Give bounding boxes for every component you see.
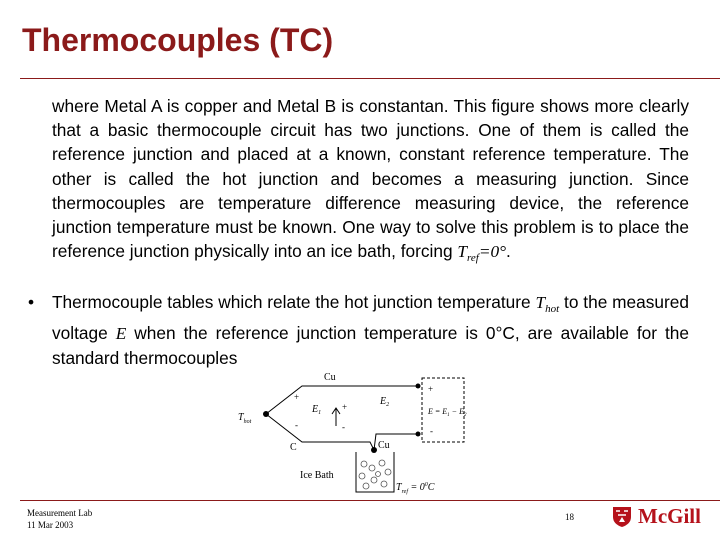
label-e1: $E_1$ [312,404,322,416]
c-wire [266,414,374,450]
paragraph-text: where Metal A is copper and Metal B is constantan. This figure shows more clearly that a basic thermocouple circuit has two junctions. One of them is called the reference junction and placed at a known, constant reference temperature. The other is called the hot junction and becomes a measuring junction. Since thermocouples are temperature difference measuring device, the reference junction temperature must be known. One way to solve this problem is to place the reference junction physically into an ice bath, forcing [52,96,689,262]
label-cu-right: Cu [378,440,390,451]
minus-right: - [430,426,433,436]
footer-info [27,507,92,531]
label-tref: $T_{ref} = 0^0C$ [396,482,435,495]
reference-junction-dot [371,447,377,453]
logo-text: McGill [638,504,701,528]
bullet-text: Thermocouple tables which relate the hot junction temperature $T_{hot}$ to the measured voltage E when the reference junction temperature is 0°C, are available for the standard thermocouples [52,292,690,369]
tref-symbol: $T_{ref}=0^\circ$ [457,242,507,265]
minus-mid: - [342,422,345,432]
label-cu-top: Cu [324,372,336,383]
thot-symbol: $T_{hot}$ [535,293,560,315]
terminal-top [416,384,421,389]
bullet-item [28,290,689,371]
ice-cubes [359,460,391,489]
slide-title: Thermocouples (TC) [22,22,334,58]
label-equation: $E = E_1 - E_2$ [428,407,467,418]
plus-mid: + [342,402,348,412]
footer-divider [20,500,720,501]
plus-left: + [294,392,300,402]
plus-right: + [428,384,434,394]
label-ice-bath: Ice Bath [300,470,334,481]
bullet-marker: • [28,292,35,312]
body-paragraph [52,94,689,270]
minus-left: - [295,420,298,430]
hot-junction-dot [263,411,269,417]
terminal-bottom [416,432,421,437]
thermocouple-circuit-diagram [232,368,467,498]
footer-date: 11 Mar 2003 [27,520,74,530]
footer-lab: Measurement Lab [27,508,93,518]
crest-icon [612,506,632,528]
page-number: 18 [565,512,574,522]
ice-bath-beaker [356,452,394,492]
label-e2: $E_2$ [380,396,390,408]
e-symbol: E [115,324,127,344]
label-thot: $T_{hot}$ [238,412,252,425]
title-divider [20,78,720,79]
mcgill-logo [612,504,701,529]
paragraph-end: . [506,241,511,262]
label-c: C [290,442,297,453]
